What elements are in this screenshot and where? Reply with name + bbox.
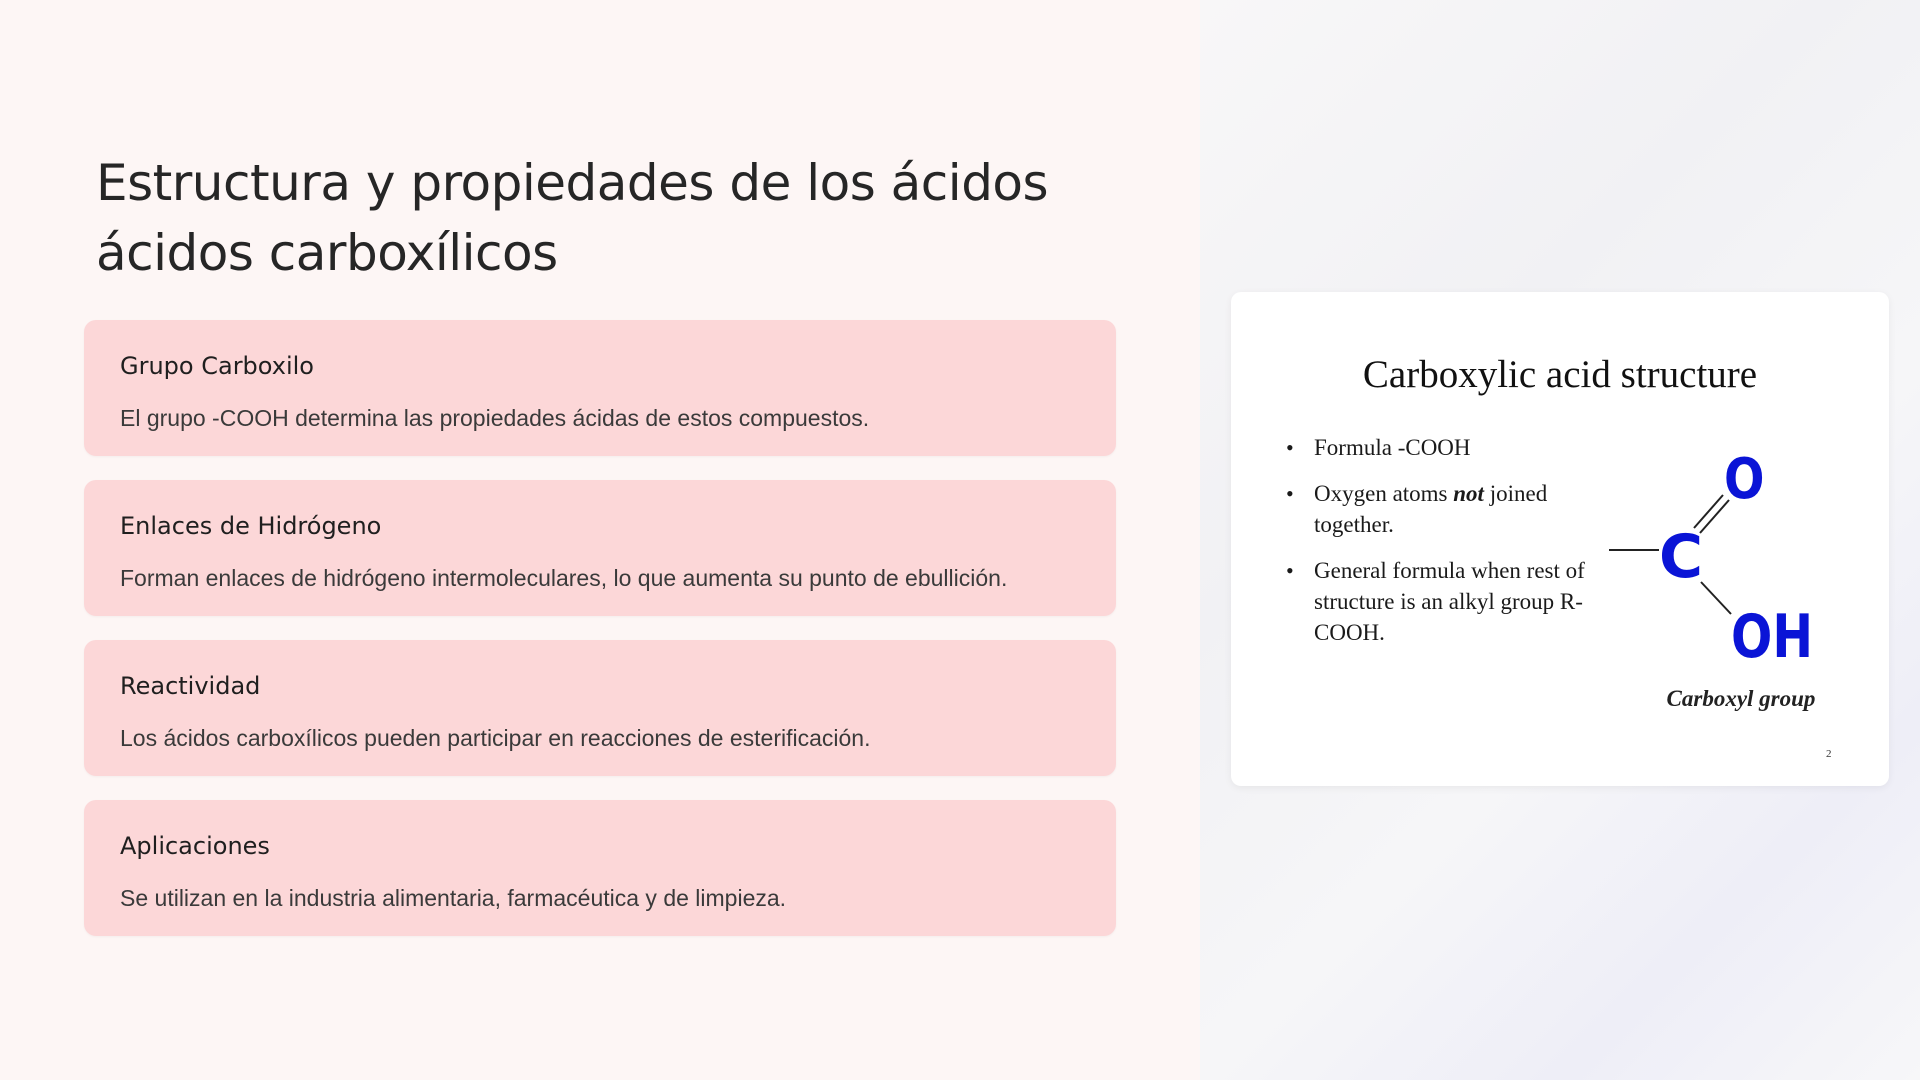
single-bond-line <box>1701 582 1731 614</box>
slide-bullet-list <box>1286 432 1586 663</box>
slide-page-number: 2 <box>1826 748 1832 760</box>
card-title: Enlaces de Hidrógeno <box>120 512 382 540</box>
card-text: Se utilizan en la industria alimentaria, farmacéutica y de limpieza. <box>120 885 787 911</box>
card-grupo-carboxilo <box>84 320 1116 456</box>
slide-bullet <box>1286 555 1586 648</box>
bullet-dot-icon: • <box>1286 481 1294 506</box>
card-title: Reactividad <box>120 672 261 700</box>
card-title: Grupo Carboxilo <box>120 352 314 380</box>
slide-bullet <box>1286 432 1586 463</box>
hydroxyl-group: OH <box>1731 602 1813 672</box>
carboxylic-slide-image <box>1231 292 1889 786</box>
bullet-dot-icon: • <box>1286 558 1294 583</box>
slide-title: Carboxylic acid structure <box>1362 353 1758 396</box>
card-text: Forman enlaces de hidrógeno intermoleculares, lo que aumenta su punto de ebullición. <box>120 565 1008 591</box>
card-aplicaciones <box>84 800 1116 936</box>
carboxyl-structure-diagram <box>1601 432 1861 702</box>
bullet-emphasis: not <box>1453 481 1484 506</box>
card-text: El grupo -COOH determina las propiedades ácidas de estos compuestos. <box>120 405 870 431</box>
carbon-atom: C <box>1659 522 1704 592</box>
oxygen-atom: O <box>1724 447 1765 513</box>
card-title: Aplicaciones <box>120 832 270 860</box>
slide-bullet <box>1286 478 1586 540</box>
bullet-text: Oxygen atoms not joined together. <box>1314 481 1548 537</box>
bullet-text: Formula -COOH <box>1314 435 1471 460</box>
card-reactividad <box>84 640 1116 776</box>
bullet-text: General formula when rest of structure is an alkyl group R-COOH. <box>1314 558 1585 645</box>
bullet-dot-icon: • <box>1286 435 1294 460</box>
page-title: Estructura y propiedades de los ácidos ácidos carboxílicos <box>96 154 1049 282</box>
card-enlaces-hidrogeno <box>84 480 1116 616</box>
carboxyl-group-caption: Carboxyl group <box>1666 686 1816 711</box>
card-text: Los ácidos carboxílicos pueden participar en reacciones de esterificación. <box>120 725 871 751</box>
